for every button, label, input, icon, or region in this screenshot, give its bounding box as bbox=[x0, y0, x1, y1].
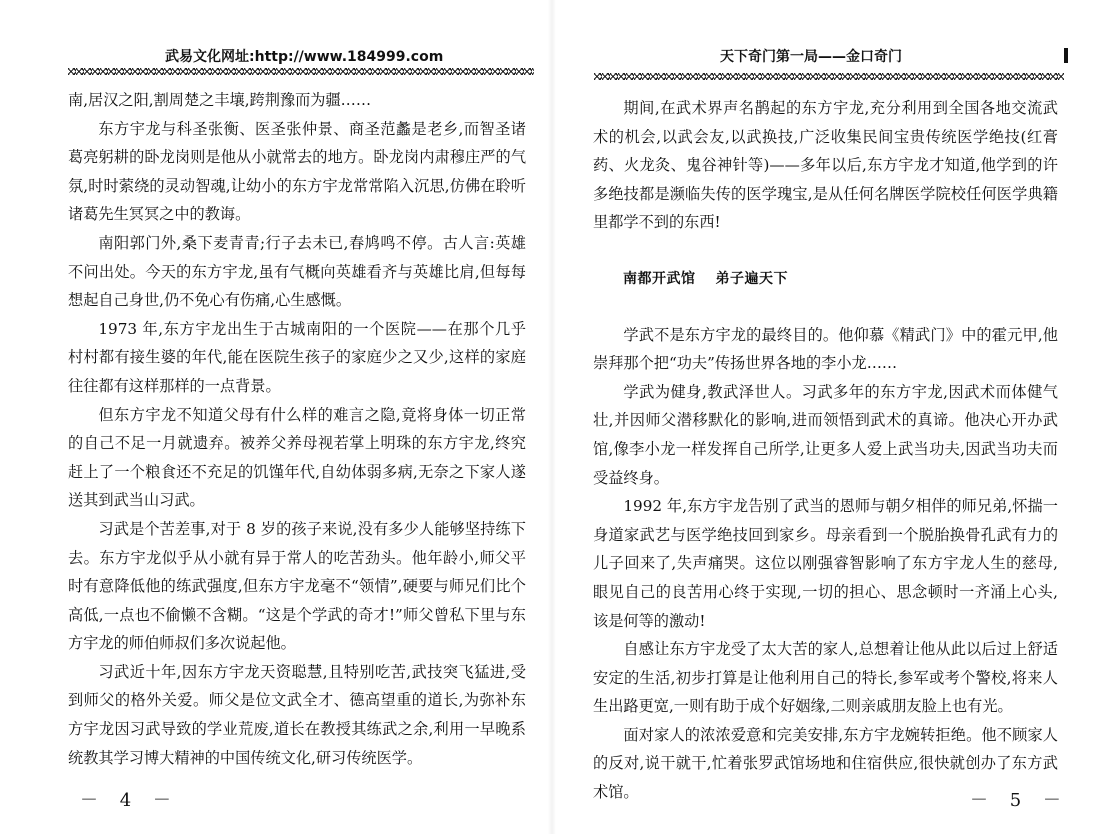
right-body-text bbox=[593, 94, 1058, 807]
section-heading-part-a: 南都开武馆 bbox=[623, 270, 696, 287]
paragraph: 学武不是东方宇龙的最终目的。他仰慕《精武门》中的霍元甲,他崇拜那个把“功夫”传扬世界各地的李小龙…… bbox=[593, 325, 1058, 373]
paragraph: 习武近十年,因东方宇龙天资聪慧,且特别吃苦,武技突飞猛进,受到师父的格外关爱。师父是位文武全才、德高望重的道长,为弥补东方宇龙因习武导致的学业荒废,道长在教授其练武之余,利用一早晚系统教其学习博大精神的中国传统文化,研习传统医学。 bbox=[68, 662, 526, 767]
page-edge-mark bbox=[1064, 48, 1068, 63]
section-heading-part-b: 弟子遍天下 bbox=[715, 270, 788, 287]
left-page-number: － 4 － bbox=[80, 790, 179, 811]
section-heading bbox=[593, 265, 1058, 294]
paragraph: 南,居汉之阳,割周楚之丰壤,跨荆豫而为疆…… bbox=[68, 91, 372, 109]
paragraph: 1992 年,东方宇龙告别了武当的恩师与朝夕相伴的师兄弟,怀揣一身道家武艺与医学绝技回到家乡。母亲看到一个脱胎换骨孔武有力的儿子回来了,失声痛哭。这位以刚强睿智影响了东方宇龙人生的慈母,眼见自己的良苦用心终于实现,一切的担心、思念顿时一齐涌上心头,该是何等的激动! bbox=[593, 497, 1058, 630]
right-page bbox=[552, 0, 1104, 834]
left-header-rule bbox=[68, 68, 534, 75]
paragraph: 期间,在武术界声名鹊起的东方宇龙,充分利用到全国各地交流武术的机会,以武会友,以武换技,广泛收集民间宝贵传统医学绝技(红膏药、火龙灸、鬼谷神针等)——多年以后,东方宇龙才知道,他学到的许多绝技都是濒临失传的医学瑰宝,是从任何名牌医学院校任何医学典籍里都学不到的东西! bbox=[593, 99, 1058, 232]
paragraph: 但东方宇龙不知道父母有什么样的难言之隐,竟将身体一切正常的自己不足一月就遗弃。被养父养母视若掌上明珠的东方宇龙,终究赶上了一个粮食还不充足的饥馑年代,自幼体弱多病,无奈之下家人遂送其到武当山习武。 bbox=[68, 405, 526, 510]
right-header-rule bbox=[594, 73, 1064, 80]
left-body-text bbox=[68, 86, 526, 772]
paragraph: 面对家人的浓浓爱意和完美安排,东方宇龙婉转拒绝。他不顾家人的反对,说干就干,忙着张罗武馆场地和住宿供应,很快就创办了东方武术馆。 bbox=[593, 725, 1058, 802]
paragraph: 1973 年,东方宇龙出生于古城南阳的一个医院——在那个几乎村村都有接生婆的年代,能在医院生孩子的家庭少之又少,这样的家庭往往都有这样那样的一点背景。 bbox=[68, 319, 526, 395]
paragraph: 习武是个苦差事,对于 8 岁的孩子来说,没有多少人能够坚持练下去。东方宇龙似乎从小就有异于常人的吃苦劲头。他年龄小,师父平时有意降低他的练武强度,但东方宇龙毫不“领情”,硬要与师兄们比个高低,一点也不偷懒不含糊。“这是个学武的奇才!”师父曾私下里与东方宇龙的师伯师叔们多次说起他。 bbox=[68, 519, 526, 653]
right-running-header: 天下奇门第一局——金口奇门 bbox=[720, 49, 902, 65]
right-page-number: － 5 － bbox=[970, 790, 1069, 811]
paragraph: 东方宇龙与科圣张衡、医圣张仲景、商圣范蠡是老乡,而智圣诸葛亮躬耕的卧龙岗则是他从小就常去的地方。卧龙岗内肃穆庄严的气氛,时时萦绕的灵动智魂,让幼小的东方宇龙常常陷入沉思,仿佛在聆听诸葛先生冥冥之中的教诲。 bbox=[68, 119, 526, 224]
paragraph: 南阳郭门外,桑下麦青青;行子去未已,春鸠鸣不停。古人言:英雄不问出处。今天的东方宇龙,虽有气概向英雄看齐与英雄比肩,但每每想起自己身世,仍不免心有伤痛,心生感慨。 bbox=[68, 233, 526, 310]
left-running-header: 武易文化网址:http://www.184999.com bbox=[165, 49, 444, 65]
paragraph: 学武为健身,教武泽世人。习武多年的东方宇龙,因武术而体健气壮,并因师父潜移默化的影响,进而领悟到武术的真谛。他决心开办武馆,像李小龙一样发挥自己所学,让更多人爱上武当功夫,因武当功夫而受益终身。 bbox=[593, 382, 1058, 487]
paragraph: 自感让东方宇龙受了太大苦的家人,总想着让他从此以后过上舒适安定的生活,初步打算是让他利用自己的特长,参军或考个警校,将来人生出路更宽,一则有助于成个好姻缘,二则亲戚朋友脸上也有光。 bbox=[593, 640, 1058, 716]
